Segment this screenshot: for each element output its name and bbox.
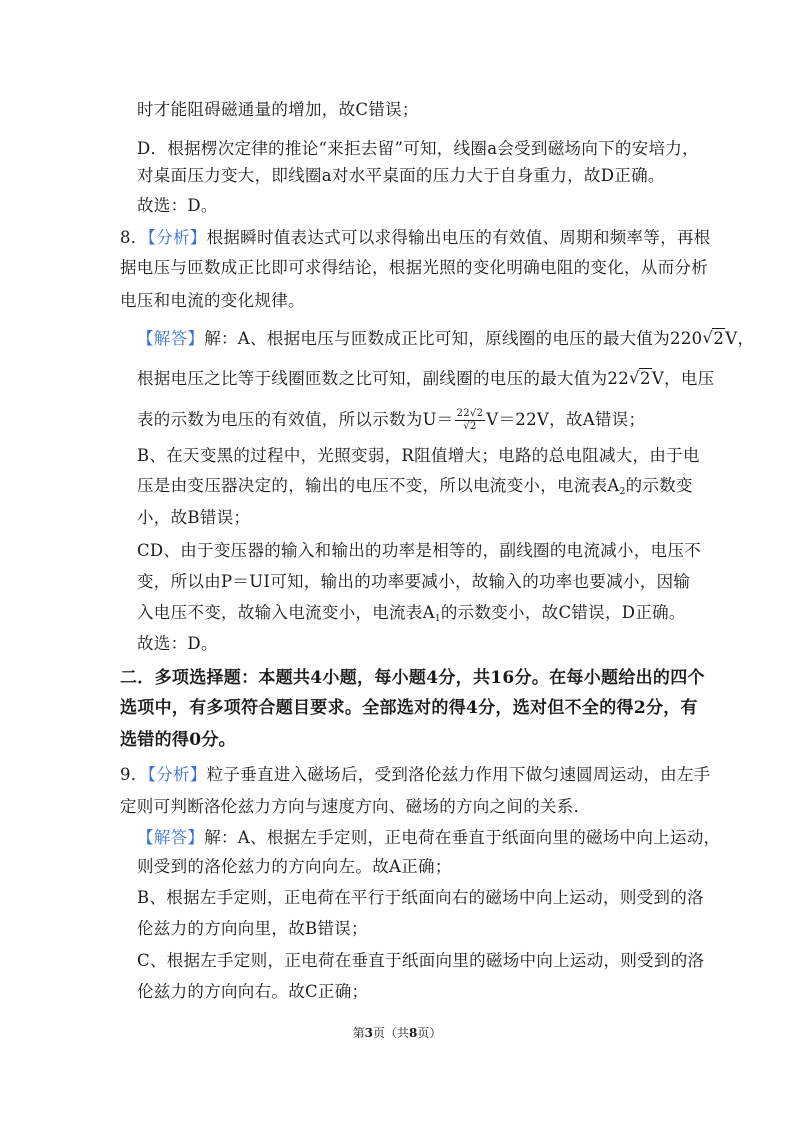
text-run: V＝22V，故A错误；: [486, 410, 646, 429]
text-run: 压是由变压器决定的，输出的电压不变，所以电流变小，电流表A: [137, 476, 620, 495]
text-line: [137, 474, 693, 504]
text-run: 入电压不变，故输入电流变小，电流表A: [137, 603, 435, 622]
solution-tag: 【解答】: [137, 329, 205, 348]
text-line: 则受到的洛伦兹力的方向向左。故A正确；: [137, 857, 452, 876]
total-pages: 8: [409, 1026, 418, 1040]
text-run: V，电压: [651, 369, 715, 388]
question-8-solution: [137, 327, 754, 351]
question-8-analysis: [120, 226, 711, 250]
text-run: 粒子垂直进入磁场后，受到洛伦兹力作用下做匀速圆周运动，由左手: [206, 765, 711, 784]
text-line: 据电压与匝数成正比即可求得结论，根据光照的变化明确电阻的变化，从而分析: [120, 258, 708, 277]
text-line: 小，故B错误；: [137, 508, 251, 527]
text-run: 根据电压之比等于线圈匝数之比可知，副线圈的电压的最大值为22: [137, 369, 629, 388]
text-run: 解：A、根据电压与匝数成正比可知，原线圈的电压的最大值为220: [204, 329, 703, 348]
text-run: 的示数变: [625, 476, 693, 495]
question-number: 8．: [120, 228, 148, 247]
text-line: [137, 408, 645, 433]
text-run: 根据瞬时值表达式可以求得输出电压的有效值、周期和频率等，再根: [206, 228, 711, 247]
text-run: 表的示数为电压的有效值，所以示数为U＝: [137, 410, 454, 429]
question-9-solution: [137, 826, 720, 850]
text-run: 的示数变小，故C错误，D正确。: [440, 603, 686, 622]
page-footer: [0, 1024, 794, 1041]
text-line: 电压和电流的变化规律。: [120, 291, 305, 310]
text-line: 故选：D。: [137, 634, 218, 653]
page-number: 3: [364, 1026, 373, 1040]
text-line: 变，所以由P＝UI可知，输出的功率要减小，故输入的功率也要减小，因输: [137, 572, 691, 591]
analysis-tag: 【分析】: [147, 228, 207, 247]
solution-tag: 【解答】: [137, 828, 205, 847]
section-heading: 选错的得0分。: [120, 730, 236, 750]
text-line: [137, 601, 686, 631]
text-run: 解：A、根据左手定则，正电荷在垂直于纸面向里的磁场中向上运动，: [204, 828, 721, 847]
text-line: 伦兹力的方向向里，故B错误；: [137, 919, 368, 938]
section-heading: 选项中，有多项符合题目要求。全部选对的得4分，选对但不全的得2分，有: [120, 698, 698, 718]
subscript: 1: [434, 614, 441, 624]
text-line: D．根据楞次定律的推论“来拒去留”可知，线圈a会受到磁场向下的安培力，: [137, 139, 699, 158]
analysis-tag: 【分析】: [147, 765, 207, 784]
text-run: V，: [725, 329, 755, 348]
section-heading: 二．多项选择题：本题共4小题，每小题4分，共16分。在每小题给出的四个: [120, 668, 705, 688]
subscript: 2: [619, 487, 626, 497]
sqrt-symbol: √ 2: [629, 367, 652, 391]
footer-text: 第: [352, 1026, 365, 1040]
text-line: 定则可判断洛伦兹力方向与速度方向、磁场的方向之间的关系．: [120, 797, 591, 816]
question-number: 9．: [120, 765, 148, 784]
text-line: 故选：D。: [137, 196, 218, 215]
text-line: 时才能阻碍磁通量的增加，故C错误；: [137, 100, 419, 119]
text-line: 对桌面压力变大，即线圈a对水平桌面的压力大于自身重力，故D正确。: [137, 166, 665, 185]
text-line: CD、由于变压器的输入和输出的功率是相等的，副线圈的电流减小，电压不: [137, 541, 702, 560]
question-9-analysis: [120, 763, 711, 787]
sqrt-symbol: √ 2: [702, 327, 725, 351]
footer-text: 页）: [417, 1026, 442, 1040]
text-line: C、根据左手定则，正电荷在垂直于纸面向里的磁场中向上运动，则受到的洛: [137, 951, 705, 970]
text-line: B、在天变黑的过程中，光照变弱，R阻值增大；电路的总电阻减大，由于电: [137, 446, 700, 465]
text-line: [137, 367, 714, 391]
text-line: 伦兹力的方向向右。故C正确；: [137, 982, 369, 1001]
fraction: $\frac{22√2}{√2}$: [456, 408, 484, 432]
footer-text: 页（共: [372, 1026, 409, 1040]
text-line: B、根据左手定则，正电荷在平行于纸面向右的磁场中向上运动，则受到的洛: [137, 888, 704, 907]
